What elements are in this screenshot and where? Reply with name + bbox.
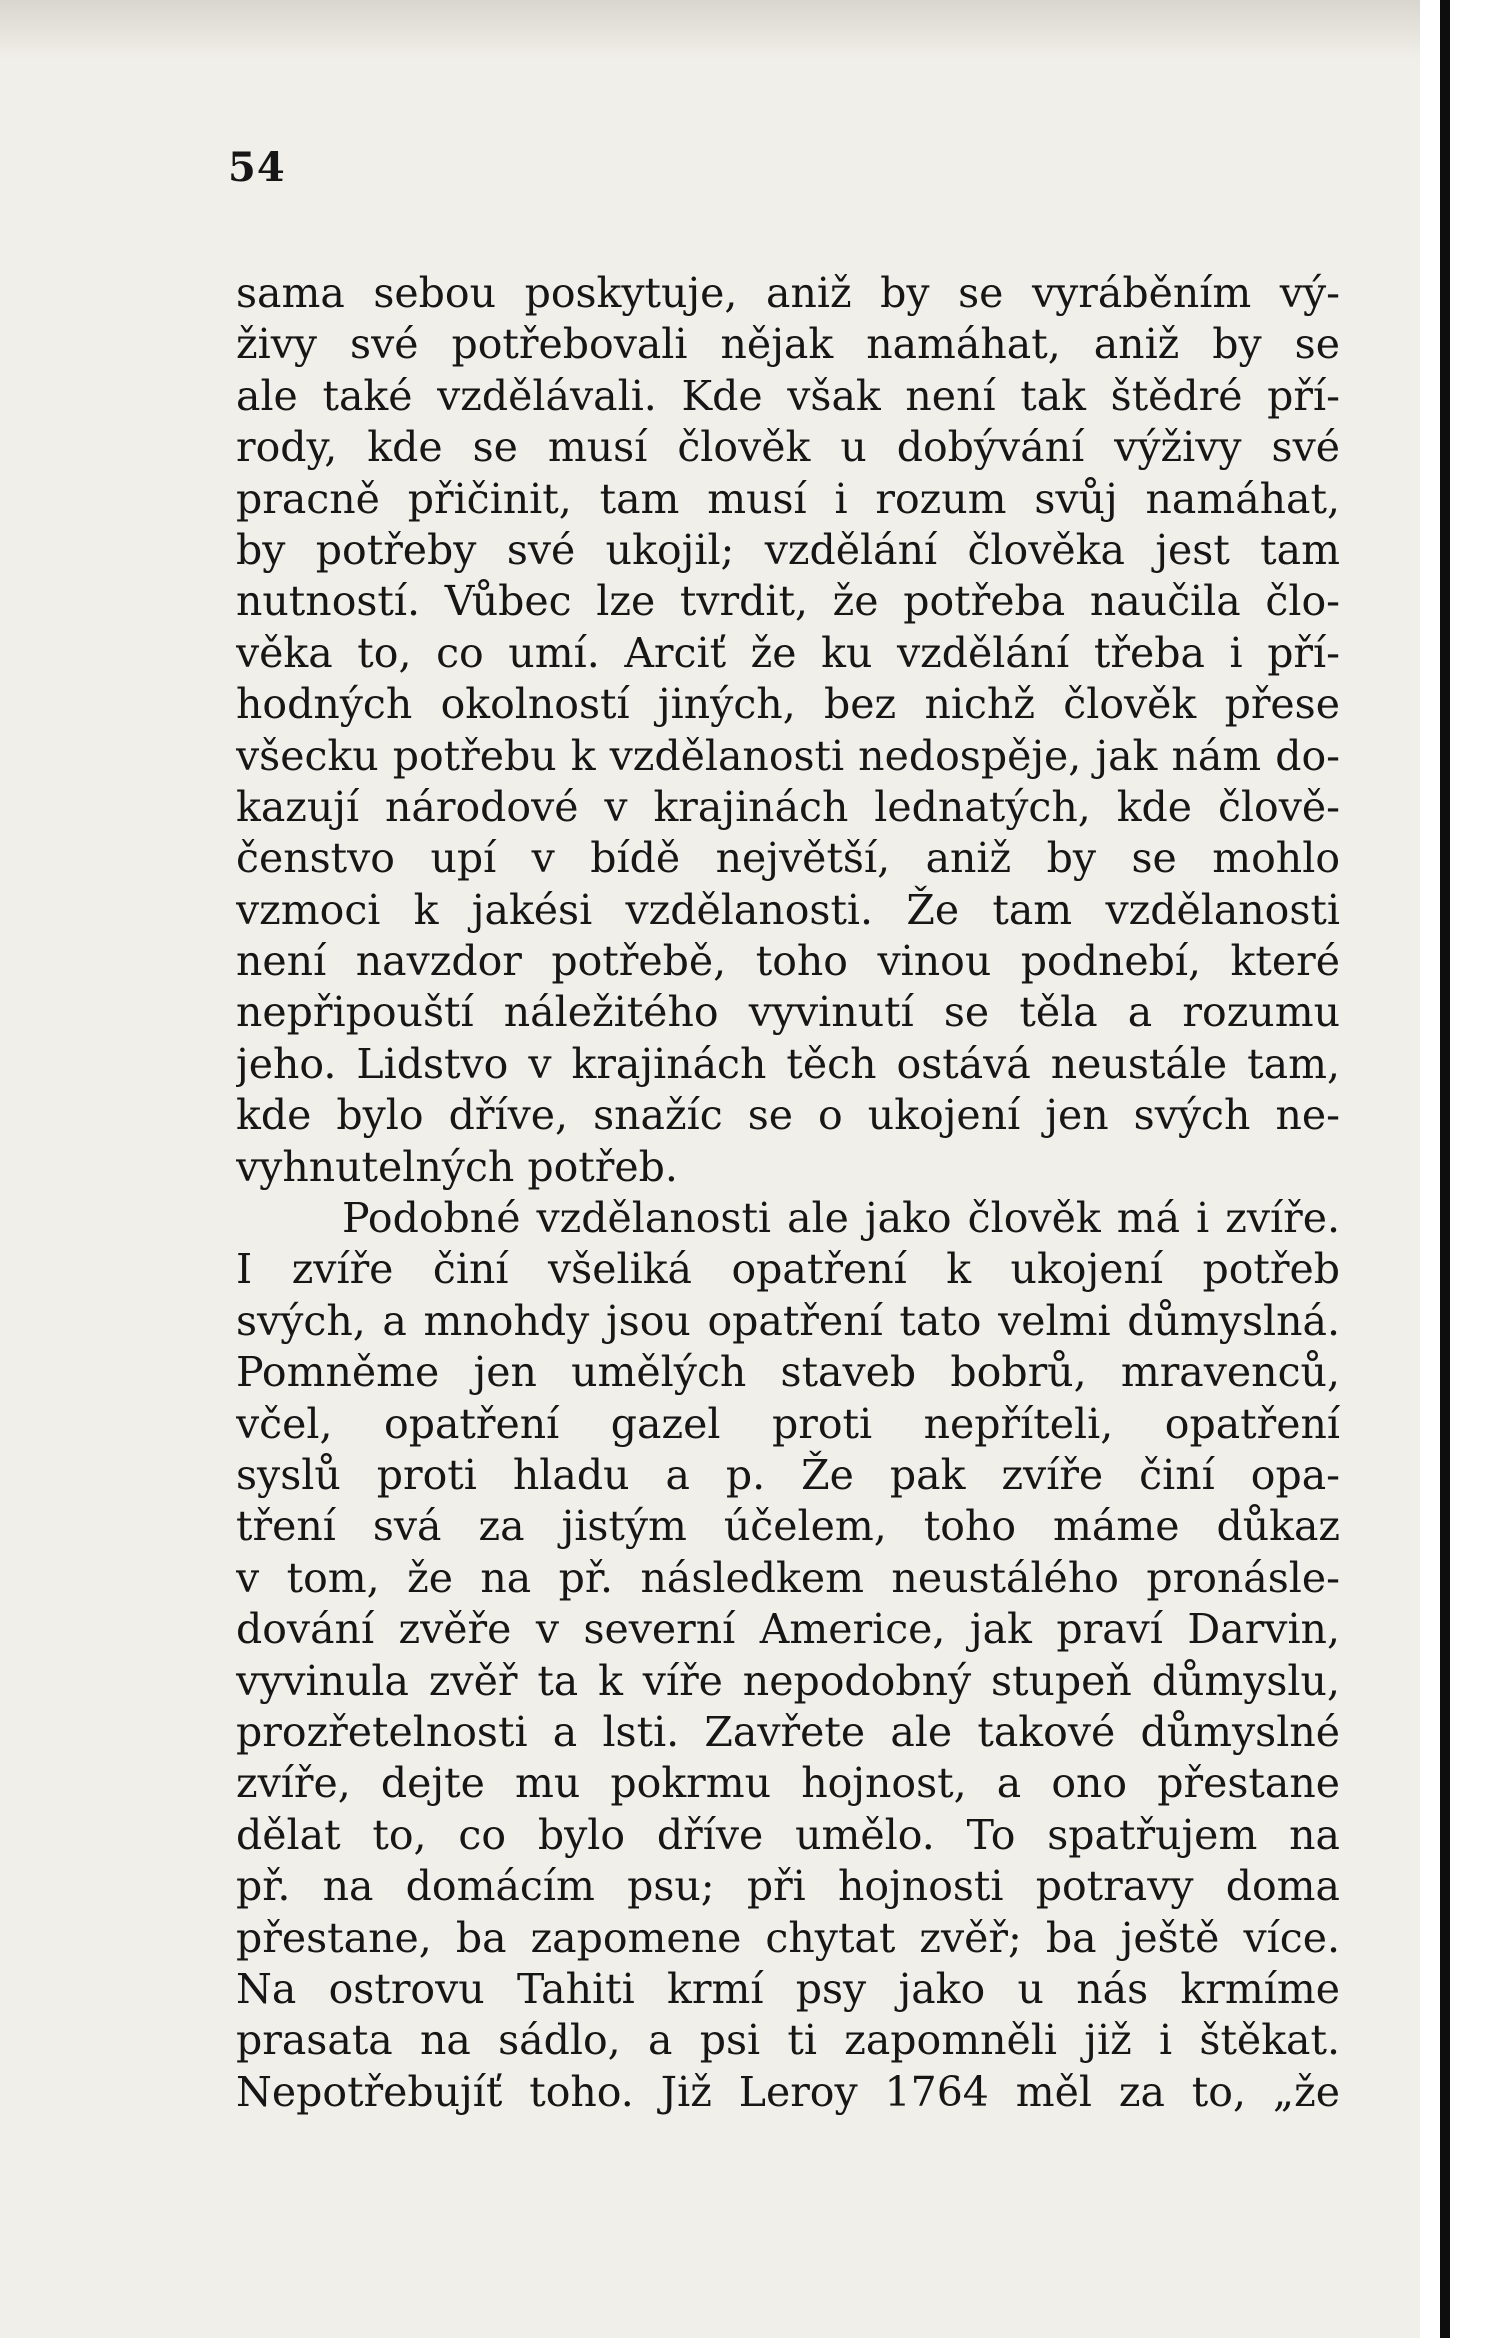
text-line: Pomněme jen umělých staveb bobrů, mravenců, [236,1348,1340,1397]
text-line: Podobné vzdělanosti ale jako člověk má i zvíře. [342,1194,1340,1243]
text-line: I zvíře činí všeliká opatření k ukojení potřeb [236,1245,1340,1294]
text-line: dování zvěře v severní Americe, jak praví Darvin, [236,1605,1340,1654]
text-line: by potřeby své ukojil; vzdělání člověka jest tam [236,525,1340,574]
text-line: kde bylo dříve, snažíc se o ukojení jen svých ne- [236,1091,1340,1140]
text-line: pracně přičinit, tam musí i rozum svůj namáhat, [236,474,1340,523]
text-line: všecku potřebu k vzdělanosti nedospěje, jak nám do- [236,731,1340,780]
text-line: včel, opatření gazel proti nepříteli, opatření [236,1399,1340,1448]
text-line: není navzdor potřebě, toho vinou podnebí, které [236,937,1340,986]
text-line: nepřipouští náležitého vyvinutí se těla a rozumu [236,988,1340,1037]
text-line: jeho. Lidstvo v krajinách těch ostává neustále tam, [236,1039,1340,1088]
text-line: kazují národové v krajinách lednatých, kde člově- [236,782,1340,831]
text-line: čenstvo upí v bídě největší, aniž by se mohlo [236,834,1340,883]
text-line: Nepotřebujíť toho. Již Leroy 1764 měl za to, „že [236,2067,1340,2116]
text-line: ale také vzdělávali. Kde však není tak štědré pří- [236,371,1340,420]
text-line: Na ostrovu Tahiti krmí psy jako u nás krmíme [236,1964,1340,2013]
text-line: rody, kde se musí člověk u dobývání výživy své [236,423,1340,472]
text-line: vyvinula zvěř ta k víře nepodobný stupeň důmyslu, [236,1656,1340,1705]
text-line: prasata na sádlo, a psi ti zapomněli již i štěkat. [236,2016,1340,2065]
page-number: 54 [228,144,286,191]
text-line: př. na domácím psu; při hojnosti potravy doma [236,1862,1340,1911]
text-line: syslů proti hladu a p. Že pak zvíře činí opa- [236,1450,1340,1499]
text-line: zvíře, dejte mu pokrmu hojnost, a ono přestane [236,1759,1340,1808]
body-text [236,268,1340,2118]
text-line: prozřetelnosti a lsti. Zavřete ale takové důmyslné [236,1707,1340,1756]
text-line: tření svá za jistým účelem, toho máme důkaz [236,1502,1340,1551]
text-line: dělat to, co bylo dříve umělo. To spatřujem na [236,1810,1340,1859]
page-binding-line [1440,0,1450,2338]
page-gutter [1450,0,1489,2338]
text-line: věka to, co umí. Arciť že ku vzdělání třeba i pří- [236,628,1340,677]
text-line: sama sebou poskytuje, aniž by se vyráběním vý- [236,269,1340,317]
text-line: vyhnutelných potřeb. [236,1142,678,1191]
text-line: vzmoci k jakési vzdělanosti. Že tam vzdělanosti [236,885,1340,934]
text-line: svých, a mnohdy jsou opatření tato velmi důmyslná. [236,1296,1340,1345]
text-line: přestane, ba zapomene chytat zvěř; ba ještě více. [236,1913,1340,1962]
page-shadow [0,0,1489,60]
text-line: živy své potřebovali nějak namáhat, aniž by se [236,320,1340,369]
text-line: nutností. Vůbec lze tvrdit, že potřeba naučila člo- [236,577,1340,626]
text-line: hodných okolností jiných, bez nichž člověk přese [236,680,1340,729]
text-line: v tom, že na př. následkem neustálého pronásle- [236,1553,1340,1602]
